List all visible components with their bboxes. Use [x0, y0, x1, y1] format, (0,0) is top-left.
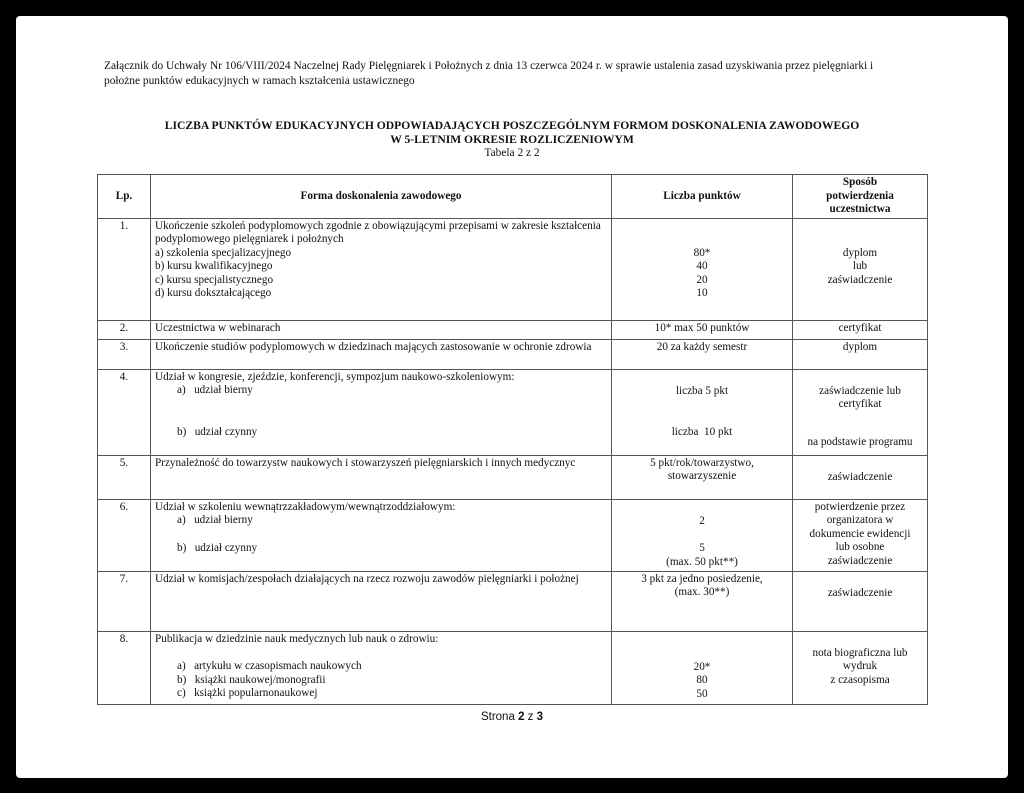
- row-lp: 1.: [98, 219, 151, 321]
- row-subitem: b) książki naukowej/monografii: [177, 673, 326, 686]
- table-row: [98, 340, 928, 370]
- row-subitem: b) kursu kwalifikacyjnego: [155, 260, 273, 273]
- table-row: [98, 219, 928, 321]
- row-confirmation: nota biograficzna lub wydruk z czasopisma: [793, 632, 928, 705]
- row-lp: 6.: [98, 500, 151, 572]
- page-number: Strona 2 z 3: [480, 711, 544, 723]
- row-lp: 8.: [98, 632, 151, 705]
- row-subitem: a) szkolenia specjalizacyjnego: [155, 246, 292, 259]
- row-form: Udział w komisjach/zespołach działających na rzecz rozwoju zawodów pielęgniarki i położnej: [151, 572, 612, 632]
- row-subitem: a) udział bierny: [177, 384, 253, 397]
- row-subitem: b) udział czynny: [177, 541, 258, 554]
- row-points: 10* max 50 punktów: [612, 321, 793, 340]
- table-row: [98, 632, 928, 705]
- row-subitem: a) udział bierny: [177, 514, 253, 527]
- row-form: Publikacja w dziedzinie nauk medycznych lub nauk o zdrowiu: a) artykułu w czasopismach naukowych b) książki naukowej/monografii c) książki popularnonaukowej: [151, 632, 612, 705]
- row-subitem: c) książki popularnonaukowej: [177, 687, 318, 700]
- row-form: Udział w kongresie, zjeździe, konferencji, sympozjum naukowo-szkoleniowym: a) udział bierny b) udział czynny: [151, 370, 612, 456]
- points-table: [97, 174, 928, 705]
- row-points: 20* 80 50: [612, 632, 793, 705]
- document-page: [16, 16, 1008, 778]
- title-line-2: W 5-LETNIM OKRESIE ROZLICZENIOWYM: [390, 132, 634, 146]
- row-confirmation: certyfikat: [793, 321, 928, 340]
- table-row: [98, 572, 928, 632]
- table-header-row: [98, 175, 928, 219]
- header-lp: Lp.: [98, 175, 151, 219]
- row-points: 80* 40 20 10: [612, 219, 793, 321]
- table-row: [98, 321, 928, 340]
- table-caption: Tabela 2 z 2: [484, 147, 540, 159]
- row-confirmation: potwierdzenie przez organizatora w dokumencie ewidencji lub osobne zaświadczenie: [793, 500, 928, 572]
- row-lp: 4.: [98, 370, 151, 456]
- table-row: [98, 456, 928, 500]
- row-form: Udział w szkoleniu wewnątrzzakładowym/wewnątrzoddziałowym: a) udział bierny b) udział czynny: [151, 500, 612, 572]
- row-subitem: c) kursu specjalistycznego: [155, 273, 274, 286]
- row-form: Ukończenie szkoleń podyplomowych zgodnie z obowiązującymi przepisami w zakresie kształcenia podyplomowego pielęgniarek i położnych a) szkolenia specjalizacyjnego b) kursu kwalifikacyjnego c) kursu specjalistycznego d) kursu dokształcającego: [151, 219, 612, 321]
- row-lp: 2.: [98, 321, 151, 340]
- row-form: Przynależność do towarzystw naukowych i stowarzyszeń pielęgniarskich i innych medycznyc: [151, 456, 612, 500]
- row-points: 20 za każdy semestr: [612, 340, 793, 370]
- row-form: Ukończenie studiów podyplomowych w dziedzinach mających zastosowanie w ochronie zdrowia: [151, 340, 612, 370]
- document-title: [96, 119, 928, 146]
- row-confirmation: dyplom: [793, 340, 928, 370]
- row-subitem: a) artykułu w czasopismach naukowych: [177, 660, 362, 673]
- row-subitem: d) kursu dokształcającego: [155, 287, 272, 300]
- row-confirmation: zaświadczenie: [793, 572, 928, 632]
- header-points: Liczba punktów: [612, 175, 793, 219]
- row-points: 2 5 (max. 50 pkt**): [612, 500, 793, 572]
- row-points: 3 pkt za jedno posiedzenie, (max. 30**): [612, 572, 793, 632]
- row-points: 5 pkt/rok/towarzystwo, stowarzyszenie: [612, 456, 793, 500]
- title-line-1: LICZBA PUNKTÓW EDUKACYJNYCH ODPOWIADAJĄCYCH POSZCZEGÓLNYM FORMOM DOSKONALENIA ZAWODOWEGO: [164, 119, 860, 132]
- header-confirmation: Sposób potwierdzenia uczestnictwa: [793, 175, 928, 219]
- row-subitem: b) udział czynny: [177, 425, 258, 438]
- header-form: Forma doskonalenia zawodowego: [151, 175, 612, 219]
- table-row: [98, 500, 928, 572]
- row-confirmation: zaświadczenie: [793, 456, 928, 500]
- row-lp: 3.: [98, 340, 151, 370]
- row-form: Uczestnictwa w webinarach: [151, 321, 612, 340]
- header-note: Załącznik do Uchwały Nr 106/VIII/2024 Naczelnej Rady Pielęgniarek i Położnych z dnia 13 czerwca 2024 r. w sprawie ustalenia zasad uzyskiwania przez pielęgniarki i położne punktów edukacyjnych w ramach kształcenia ustawicznego: [104, 60, 874, 87]
- row-lp: 5.: [98, 456, 151, 500]
- table-row: [98, 370, 928, 456]
- row-points: liczba 5 pkt liczba 10 pkt: [612, 370, 793, 456]
- row-confirmation: zaświadczenie lub certyfikat na podstawie programu: [793, 370, 928, 456]
- row-confirmation: dyplom lub zaświadczenie: [793, 219, 928, 321]
- row-lp: 7.: [98, 572, 151, 632]
